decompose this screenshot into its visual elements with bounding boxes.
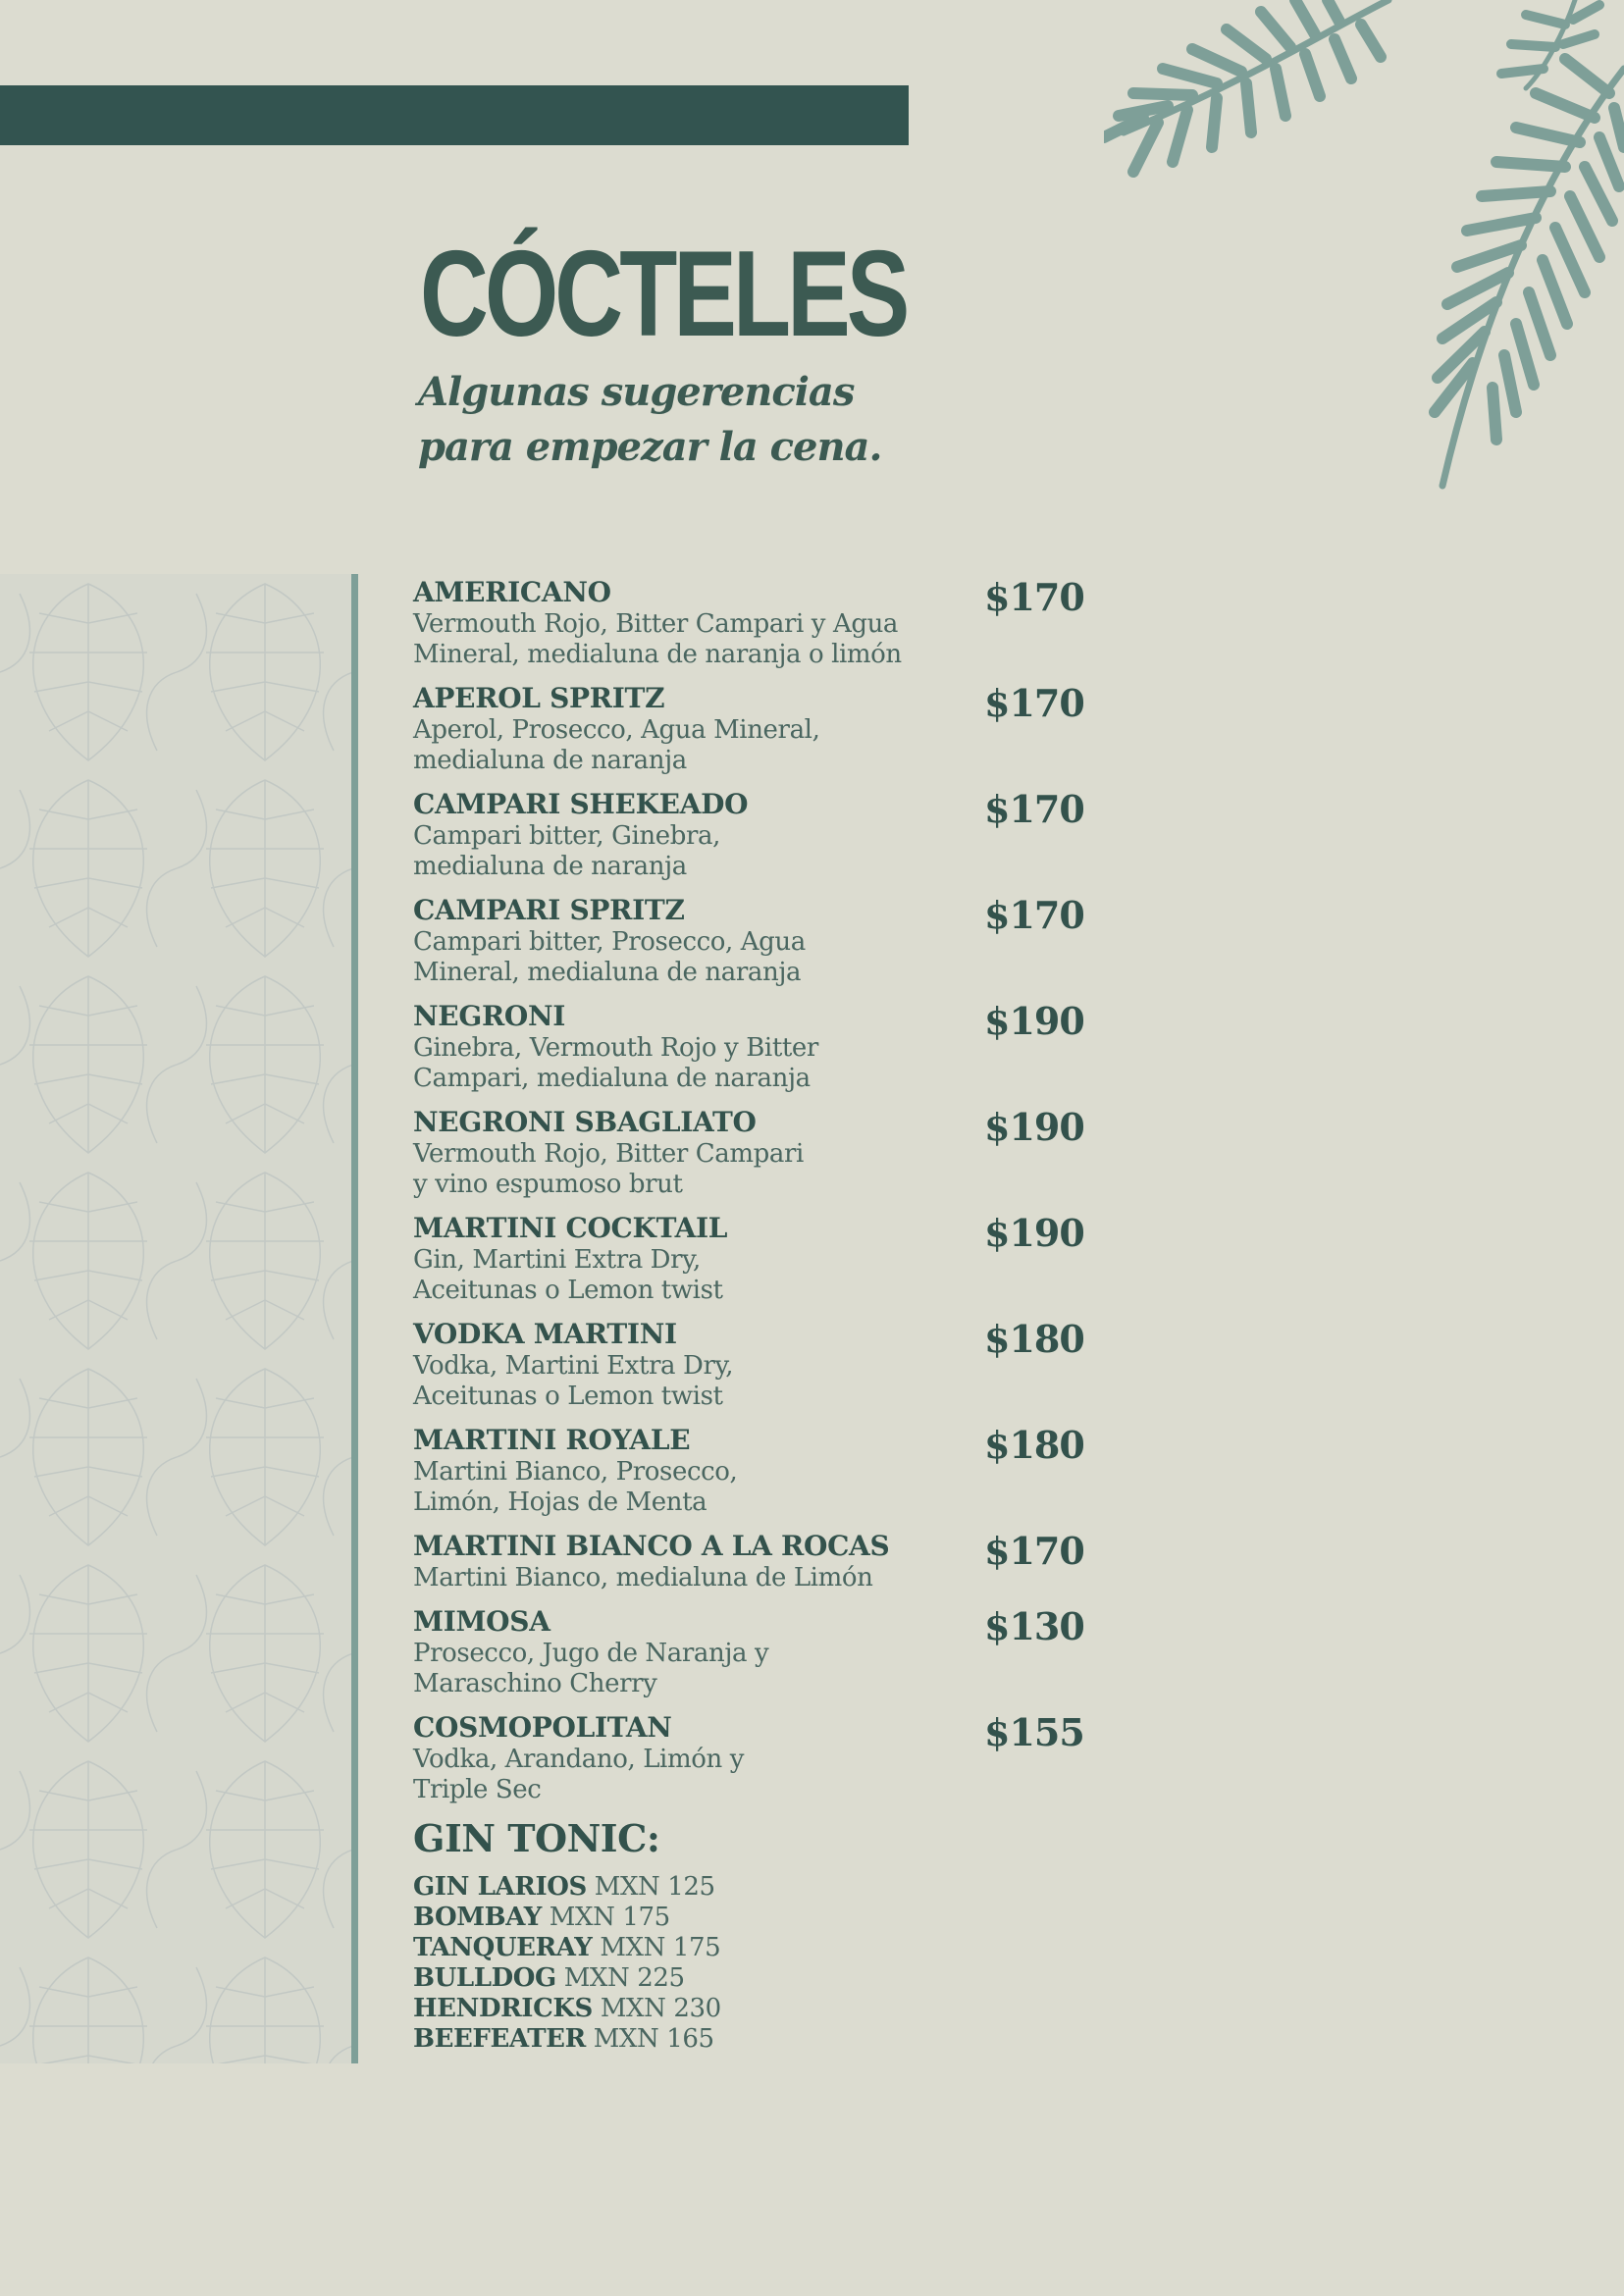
gin-name: BEEFEATER (413, 2024, 586, 2054)
menu-item (413, 1317, 1084, 1412)
description-line: Aperol, Prosecco, Agua Mineral, (413, 715, 820, 745)
item-price: $130 (984, 1604, 1084, 1648)
item-description (413, 927, 1080, 988)
description-line: Vermouth Rojo, Bitter Campari y Agua (413, 609, 899, 639)
item-name: COSMOPOLITAN (413, 1711, 672, 1744)
description-line: Campari bitter, Prosecco, Agua (413, 927, 806, 957)
menu-item (413, 575, 1084, 670)
item-description (413, 1563, 1080, 1593)
description-line: medialuna de naranja (413, 746, 687, 775)
item-description (413, 1245, 1080, 1306)
gin-price: MXN 225 (563, 1963, 685, 1993)
menu-item (413, 999, 1084, 1094)
menu-item (413, 1105, 1084, 1200)
item-price: $190 (984, 1211, 1084, 1255)
gin-item (413, 2024, 1080, 2055)
description-line: Martini Bianco, medialuna de Limón (413, 1563, 873, 1592)
subtitle-line: para empezar la cena. (418, 424, 882, 470)
item-price: $180 (984, 1317, 1084, 1361)
item-description (413, 1351, 1080, 1412)
menu-item (413, 893, 1084, 988)
gin-name: BULLDOG (413, 1963, 556, 1993)
header-bar (0, 85, 909, 145)
item-price: $170 (984, 893, 1084, 937)
item-name: MIMOSA (413, 1605, 550, 1638)
description-line: Mineral, medialuna de naranja (413, 958, 802, 987)
item-name: MARTINI COCKTAIL (413, 1212, 728, 1244)
description-line: Limón, Hojas de Menta (413, 1487, 707, 1517)
menu-item (413, 1211, 1084, 1306)
item-name: APEROL SPRITZ (413, 682, 665, 714)
item-price: $170 (984, 787, 1084, 831)
item-name: NEGRONI (413, 1000, 566, 1032)
item-name: NEGRONI SBAGLIATO (413, 1106, 757, 1138)
gin-item (413, 1872, 1080, 1903)
item-name: MARTINI BIANCO A LA ROCAS (413, 1530, 890, 1562)
cocktail-menu (413, 575, 1084, 2055)
menu-item (413, 1529, 1084, 1593)
item-name: VODKA MARTINI (413, 1318, 677, 1350)
item-price: $190 (984, 1105, 1084, 1149)
gin-name: TANQUERAY (413, 1933, 593, 1962)
item-description (413, 715, 1080, 776)
menu-item (413, 787, 1084, 882)
gin-item (413, 1903, 1080, 1933)
item-description (413, 609, 1080, 670)
description-line: Gin, Martini Extra Dry, (413, 1245, 701, 1275)
menu-item (413, 1423, 1084, 1518)
description-line: Ginebra, Vermouth Rojo y Bitter (413, 1033, 818, 1063)
description-line: medialuna de naranja (413, 852, 687, 881)
gin-price: MXN 175 (600, 1933, 721, 1962)
description-line: Martini Bianco, Prosecco, (413, 1457, 738, 1487)
item-name: CAMPARI SPRITZ (413, 894, 685, 926)
gin-item (413, 1933, 1080, 1963)
description-line: Aceitunas o Lemon twist (413, 1276, 723, 1305)
gin-price: MXN 175 (549, 1903, 670, 1932)
menu-item (413, 1604, 1084, 1699)
item-description (413, 1639, 1080, 1699)
item-description (413, 1745, 1080, 1805)
item-price: $180 (984, 1423, 1084, 1467)
gin-tonic-heading: GIN TONIC: (413, 1816, 660, 1860)
description-line: Maraschino Cherry (413, 1669, 657, 1698)
gin-name: HENDRICKS (413, 1994, 593, 2023)
item-description (413, 1457, 1080, 1518)
item-price: $170 (984, 575, 1084, 619)
description-line: Campari, medialuna de naranja (413, 1064, 811, 1093)
subtitle-line: Algunas sugerencias (418, 369, 855, 415)
item-price: $170 (984, 1529, 1084, 1573)
item-price: $190 (984, 999, 1084, 1043)
description-line: Vermouth Rojo, Bitter Campari (413, 1139, 804, 1169)
item-description (413, 1139, 1080, 1200)
palm-leaves-icon (1104, 0, 1624, 491)
item-name: MARTINI ROYALE (413, 1424, 691, 1456)
description-line: Aceitunas o Lemon twist (413, 1382, 723, 1411)
gin-item (413, 1994, 1080, 2024)
description-line: Mineral, medialuna de naranja o limón (413, 640, 902, 669)
gin-price: MXN 165 (593, 2024, 714, 2054)
description-line: Campari bitter, Ginebra, (413, 821, 721, 851)
item-description (413, 1033, 1080, 1094)
page-subtitle (418, 365, 881, 475)
item-price: $170 (984, 681, 1084, 725)
gin-name: BOMBAY (413, 1903, 542, 1932)
page-title: CÓCTELES (420, 227, 907, 362)
item-name: CAMPARI SHEKEADO (413, 788, 749, 820)
gin-item (413, 1963, 1080, 1994)
item-name: AMERICANO (413, 576, 611, 608)
description-line: Vodka, Arandano, Limón y (413, 1745, 744, 1774)
item-price: $155 (984, 1710, 1084, 1754)
menu-item (413, 681, 1084, 776)
menu-item (413, 1710, 1084, 1805)
description-line: Vodka, Martini Extra Dry, (413, 1351, 734, 1381)
description-line: Prosecco, Jugo de Naranja y (413, 1639, 769, 1668)
description-line: Triple Sec (413, 1775, 542, 1804)
monstera-leaf-pattern (0, 574, 351, 2063)
description-line: y vino espumoso brut (413, 1170, 683, 1199)
gin-price: MXN 125 (594, 1872, 715, 1902)
gin-name: GIN LARIOS (413, 1872, 587, 1902)
gin-price: MXN 230 (600, 1994, 721, 2023)
item-description (413, 821, 1080, 882)
vertical-divider (351, 574, 358, 2063)
